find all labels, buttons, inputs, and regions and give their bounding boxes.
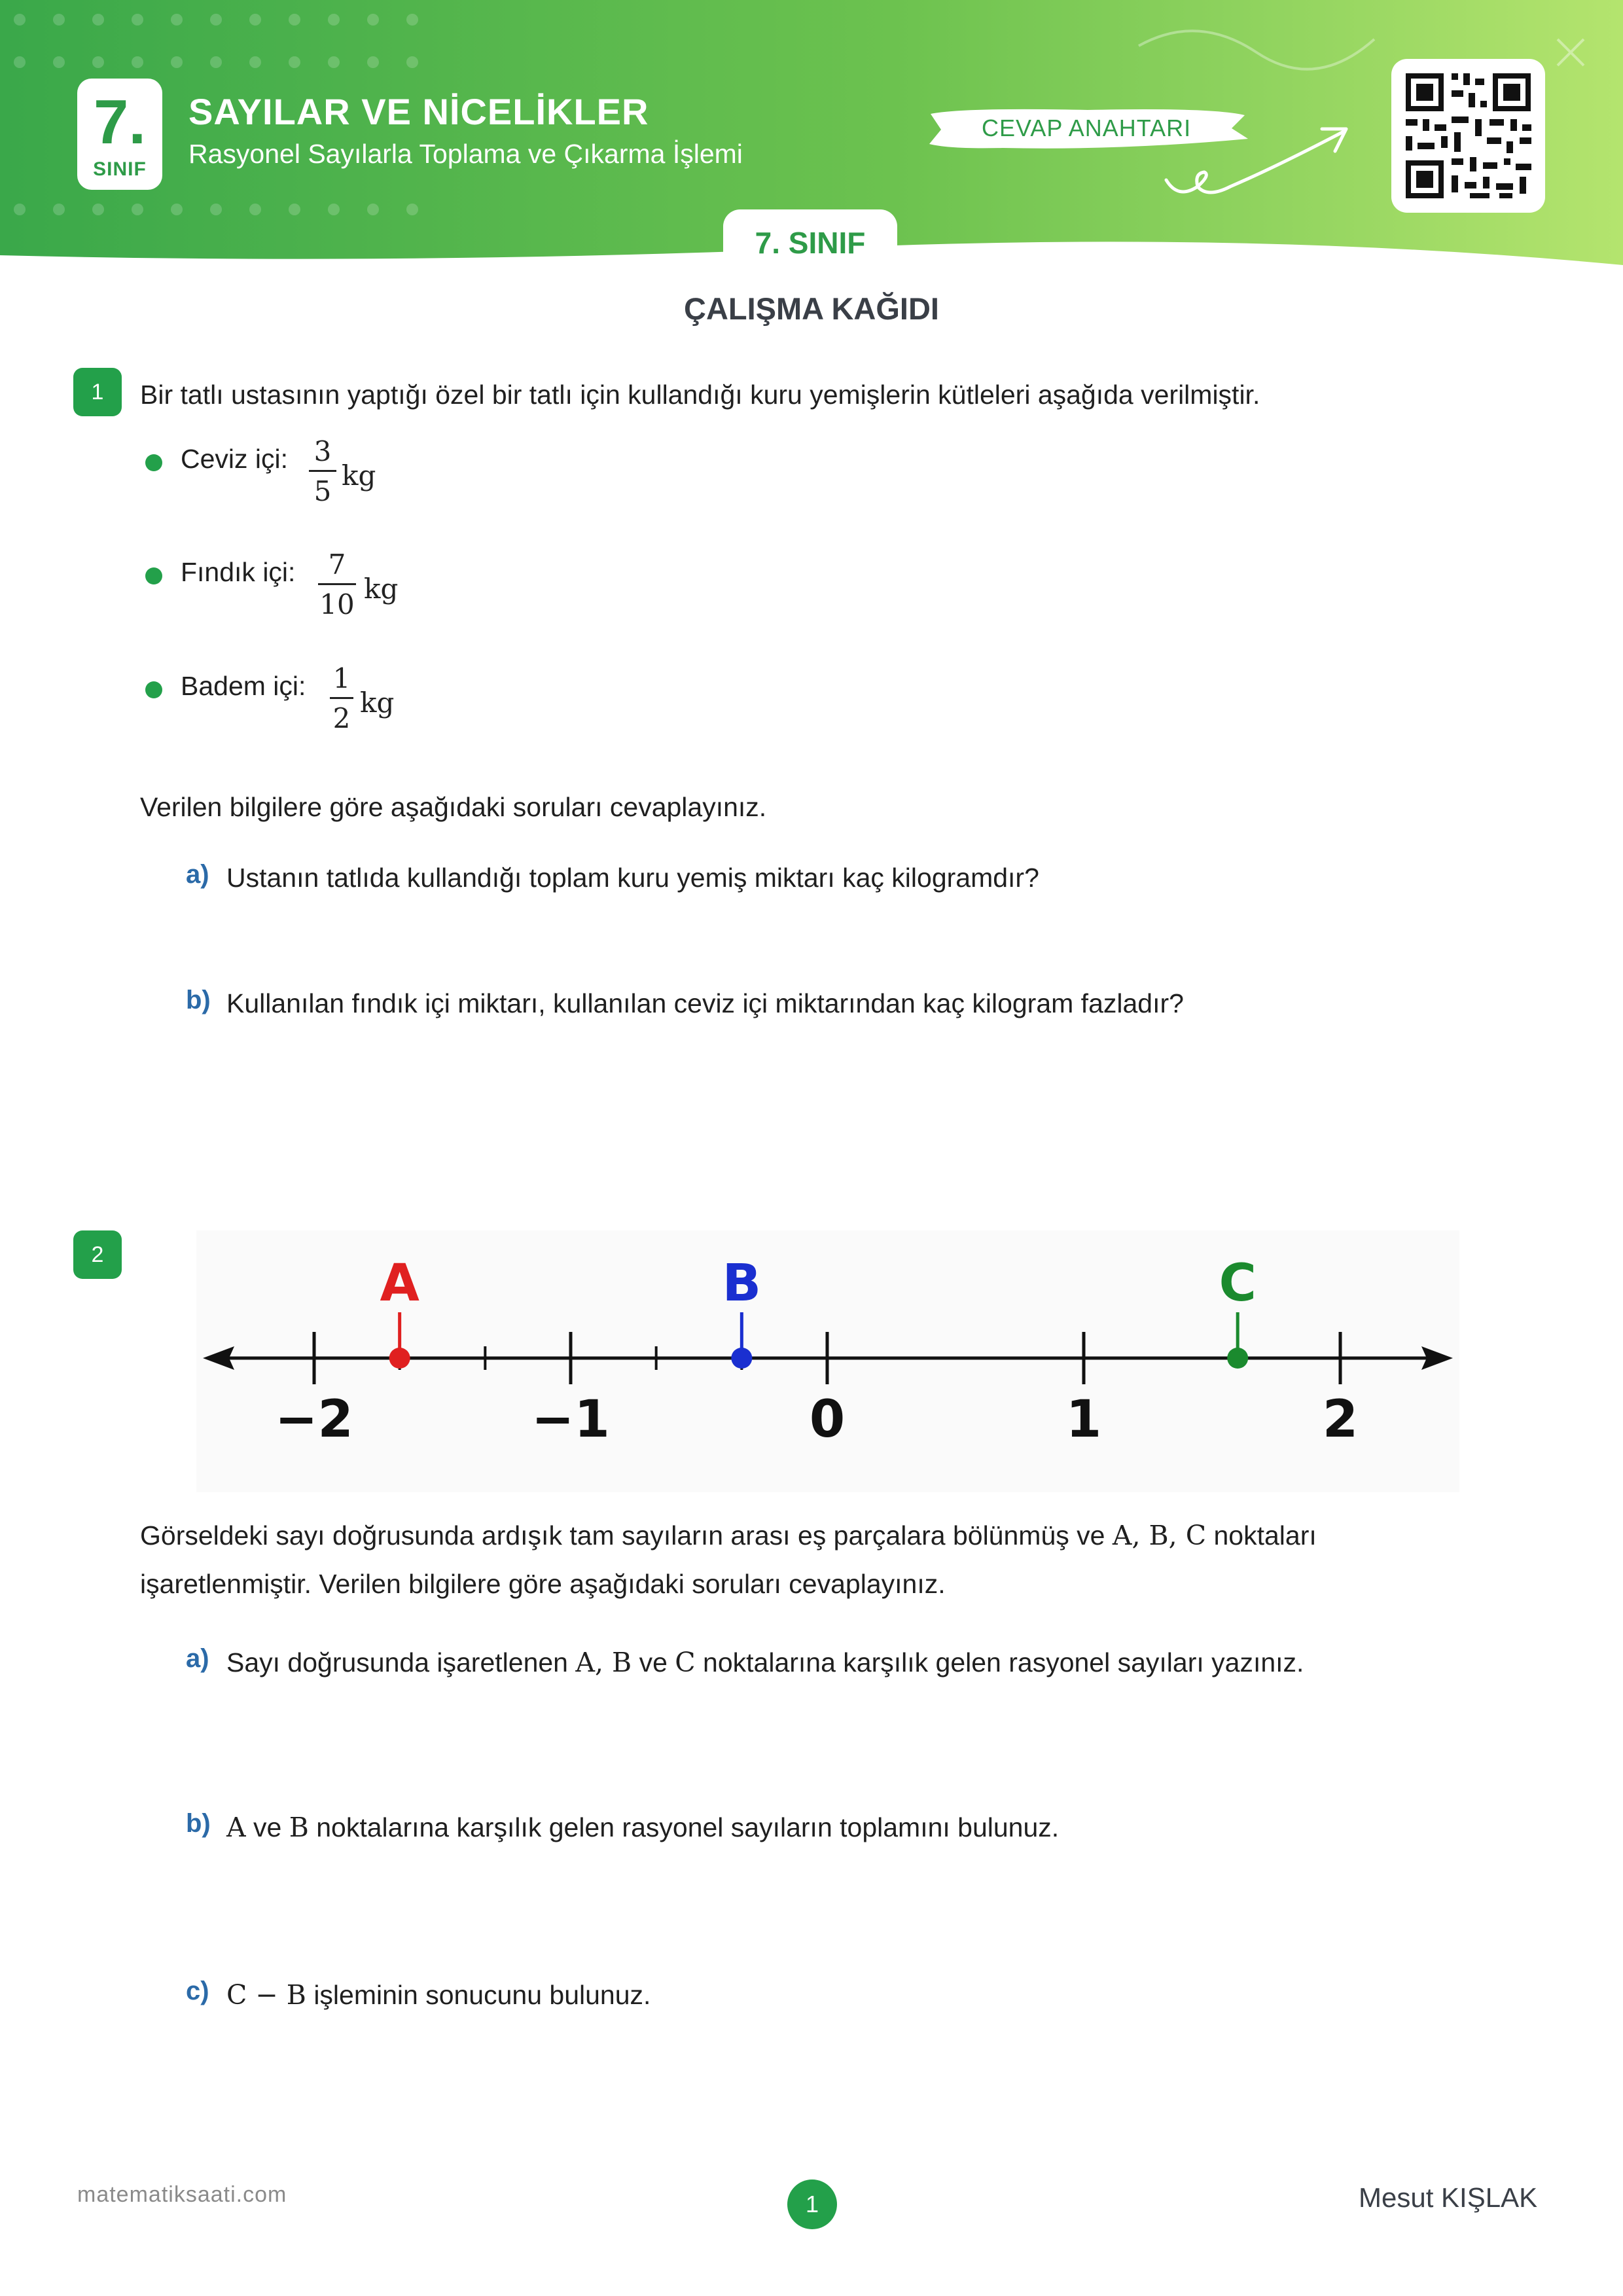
fraction-bar <box>309 470 336 472</box>
unit-hazelnut: kg <box>364 573 399 605</box>
grade-number: 7. <box>93 87 147 157</box>
question-2c-text <box>226 1979 651 2011</box>
text-segment: işleminin sonucunu bulunuz. <box>306 1980 651 2010</box>
question-1a-text: Ustanın tatlıda kullandığı toplam kuru yemiş miktarı kaç kilogramdır? <box>226 863 1039 893</box>
header-subtitle: Rasyonel Sayılarla Toplama ve Çıkarma İşlemi <box>188 139 743 169</box>
point-name-b: B <box>289 1812 309 1843</box>
point-name-c: C <box>675 1647 696 1678</box>
fraction-numerator: 7 <box>328 548 346 581</box>
text-segment: noktalarına karşılık gelen rasyonel sayıların toplamını bulunuz. <box>308 1812 1060 1842</box>
number-line <box>196 1230 1459 1492</box>
fraction-walnut <box>309 435 336 509</box>
unit-almond: kg <box>360 687 395 719</box>
bullet-icon <box>145 454 162 471</box>
item-walnut-label: Ceviz içi: <box>181 444 289 474</box>
fraction-almond <box>330 662 353 736</box>
desc-text-post: noktaları <box>1206 1520 1317 1551</box>
page-number: 1 <box>787 2179 837 2229</box>
desc-points: A, B, C <box>1112 1520 1207 1551</box>
footer-author: Mesut KIŞLAK <box>1359 2182 1538 2213</box>
question-2a-text <box>226 1647 1304 1678</box>
point-name-a: A <box>226 1812 246 1843</box>
fraction-numerator: 1 <box>332 662 351 694</box>
question-2b-label: b) <box>186 1809 211 1838</box>
text-segment: Sayı doğrusunda işaretlenen <box>226 1647 576 1677</box>
question-1-number: 1 <box>73 368 122 416</box>
point-label: C <box>1219 1254 1257 1313</box>
worksheet-title: ÇALIŞMA KAĞIDI <box>684 291 939 326</box>
footer-website[interactable]: matematiksaati.com <box>77 2182 287 2207</box>
point-marker <box>389 1348 410 1369</box>
desc-text-pre: Görseldeki sayı doğrusunda ardışık tam sayıların arası eş parçalara bölünmüş ve <box>140 1520 1113 1551</box>
fraction-denominator: 2 <box>332 702 351 734</box>
question-2b-text <box>226 1812 1059 1843</box>
arrow-icon <box>1158 115 1355 200</box>
question-1a-label: a) <box>186 860 209 889</box>
tick-label: 2 <box>1322 1390 1359 1449</box>
point-names: A, B <box>575 1647 632 1678</box>
question-1b-label: b) <box>186 986 211 1014</box>
fraction-bar <box>318 583 356 585</box>
question-2-description-line2: işaretlenmiştir. Verilen bilgilere göre aşağıdaki soruları cevaplayınız. <box>140 1569 946 1599</box>
item-hazelnut-label: Fındık içi: <box>181 557 296 587</box>
text-segment: ve <box>632 1647 675 1677</box>
text-segment: noktalarına karşılık gelen rasyonel sayıları yazınız. <box>695 1647 1304 1677</box>
tick-label: 1 <box>1065 1390 1102 1449</box>
item-almond-label: Badem içi: <box>181 671 306 701</box>
unit-walnut: kg <box>342 459 376 492</box>
point-marker <box>731 1348 752 1369</box>
header-banner <box>0 0 1623 281</box>
tick-label: 0 <box>809 1390 846 1449</box>
fraction-denominator: 5 <box>313 475 332 507</box>
bullet-icon <box>145 567 162 584</box>
question-2c-label: c) <box>186 1977 209 2005</box>
grade-word: SINIF <box>93 158 147 180</box>
qr-code-icon[interactable] <box>1391 59 1545 213</box>
question-2-description-line1 <box>140 1520 1317 1551</box>
question-1-text: Bir tatlı ustasının yaptığı özel bir tatlı için kullandığı kuru yemişlerin kütleleri aşağıda verilmiştir. <box>140 380 1260 410</box>
point-label: A <box>380 1254 419 1313</box>
number-line-figure <box>196 1230 1459 1492</box>
qr-code-graphic <box>1391 59 1545 213</box>
grade-tab <box>723 209 897 270</box>
question-1-instruction: Verilen bilgilere göre aşağıdaki soruları cevaplayınız. <box>140 792 767 822</box>
bullet-icon <box>145 681 162 698</box>
tick-label: −1 <box>531 1390 610 1449</box>
grade-badge <box>77 79 162 190</box>
question-2-number: 2 <box>73 1230 122 1279</box>
header-title: SAYILAR VE NİCELİKLER <box>188 91 649 132</box>
tick-label: −2 <box>275 1390 353 1449</box>
question-2a-label: a) <box>186 1644 209 1673</box>
point-marker <box>1227 1348 1248 1369</box>
answer-key-label[interactable]: CEVAP ANAHTARI <box>982 115 1192 141</box>
question-1b-text: Kullanılan fındık içi miktarı, kullanılan ceviz içi miktarından kaç kilogram fazladır? <box>226 988 1184 1018</box>
expression: C − B <box>226 1979 306 2011</box>
fraction-denominator: 10 <box>319 588 355 620</box>
fraction-numerator: 3 <box>313 435 332 467</box>
text-segment: ve <box>245 1812 289 1842</box>
grade-tab-label: 7. SINIF <box>755 226 866 260</box>
fraction-hazelnut <box>318 548 356 622</box>
point-label: B <box>722 1254 762 1313</box>
fraction-bar <box>330 697 353 699</box>
